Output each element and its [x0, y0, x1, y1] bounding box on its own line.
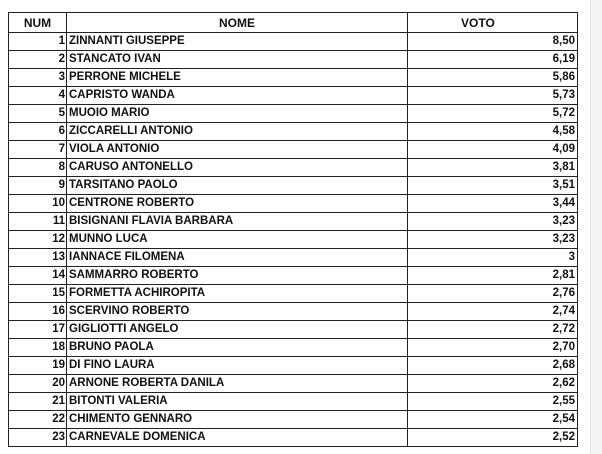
table-row: [9, 123, 578, 141]
name-cell: DI FINO LAURA: [67, 357, 408, 375]
name-cell: BRUNO PAOLA: [67, 339, 408, 357]
voto-cell: 4,09: [408, 141, 578, 159]
table-row: [9, 393, 578, 411]
name-cell: GIGLIOTTI ANGELO: [67, 321, 408, 339]
name-cell: CARUSO ANTONELLO: [67, 159, 408, 177]
table-row: [9, 105, 578, 123]
voto-cell: 2,70: [408, 339, 578, 357]
voto-cell: 2,81: [408, 267, 578, 285]
num-cell: 16: [9, 303, 67, 321]
table-row: [9, 141, 578, 159]
table-row: [9, 69, 578, 87]
num-cell: 14: [9, 267, 67, 285]
name-cell: ZICCARELLI ANTONIO: [67, 123, 408, 141]
table-row: [9, 321, 578, 339]
voto-cell: 3,81: [408, 159, 578, 177]
num-cell: 3: [9, 69, 67, 87]
table-row: [9, 375, 578, 393]
name-cell: VIOLA ANTONIO: [67, 141, 408, 159]
table-row: [9, 249, 578, 267]
num-cell: 4: [9, 87, 67, 105]
num-cell: 12: [9, 231, 67, 249]
table-header-row: [9, 13, 578, 33]
num-cell: 8: [9, 159, 67, 177]
num-cell: 9: [9, 177, 67, 195]
num-cell: 5: [9, 105, 67, 123]
table-row: [9, 51, 578, 69]
num-cell: 22: [9, 411, 67, 429]
name-cell: ARNONE ROBERTA DANILA: [67, 375, 408, 393]
num-cell: 2: [9, 51, 67, 69]
header-nome: NOME: [67, 13, 408, 33]
name-cell: SCERVINO ROBERTO: [67, 303, 408, 321]
voto-cell: 2,76: [408, 285, 578, 303]
table-row: [9, 159, 578, 177]
num-cell: 7: [9, 141, 67, 159]
name-cell: MUNNO LUCA: [67, 231, 408, 249]
name-cell: STANCATO IVAN: [67, 51, 408, 69]
voto-cell: 3,23: [408, 213, 578, 231]
name-cell: CENTRONE ROBERTO: [67, 195, 408, 213]
name-cell: TARSITANO PAOLO: [67, 177, 408, 195]
voto-cell: 2,55: [408, 393, 578, 411]
table-row: [9, 87, 578, 105]
num-cell: 23: [9, 429, 67, 447]
num-cell: 1: [9, 33, 67, 51]
voto-cell: 3: [408, 249, 578, 267]
num-cell: 19: [9, 357, 67, 375]
header-num: NUM: [9, 13, 67, 33]
table-row: [9, 177, 578, 195]
name-cell: BITONTI VALERIA: [67, 393, 408, 411]
table-row: [9, 411, 578, 429]
table-row: [9, 267, 578, 285]
voto-cell: 2,74: [408, 303, 578, 321]
num-cell: 20: [9, 375, 67, 393]
table-row: [9, 213, 578, 231]
name-cell: SAMMARRO ROBERTO: [67, 267, 408, 285]
num-cell: 17: [9, 321, 67, 339]
voto-cell: 5,86: [408, 69, 578, 87]
name-cell: ZINNANTI GIUSEPPE: [67, 33, 408, 51]
name-cell: CAPRISTO WANDA: [67, 87, 408, 105]
voto-cell: 5,72: [408, 105, 578, 123]
name-cell: IANNACE FILOMENA: [67, 249, 408, 267]
num-cell: 10: [9, 195, 67, 213]
voto-cell: 2,72: [408, 321, 578, 339]
name-cell: BISIGNANI FLAVIA BARBARA: [67, 213, 408, 231]
table-row: [9, 339, 578, 357]
table-row: [9, 195, 578, 213]
table-row: [9, 303, 578, 321]
num-cell: 21: [9, 393, 67, 411]
name-cell: FORMETTA ACHIROPITA: [67, 285, 408, 303]
num-cell: 15: [9, 285, 67, 303]
voto-cell: 3,44: [408, 195, 578, 213]
voto-cell: 3,23: [408, 231, 578, 249]
name-cell: PERRONE MICHELE: [67, 69, 408, 87]
table-row: [9, 357, 578, 375]
voto-cell: 5,73: [408, 87, 578, 105]
table-row: [9, 285, 578, 303]
num-cell: 6: [9, 123, 67, 141]
ranking-table: [8, 12, 578, 447]
voto-cell: 6,19: [408, 51, 578, 69]
num-cell: 18: [9, 339, 67, 357]
name-cell: CHIMENTO GENNARO: [67, 411, 408, 429]
voto-cell: 4,58: [408, 123, 578, 141]
table-row: [9, 231, 578, 249]
voto-cell: 2,52: [408, 429, 578, 447]
voto-cell: 2,62: [408, 375, 578, 393]
voto-cell: 2,68: [408, 357, 578, 375]
table-row: [9, 429, 578, 447]
table-row: [9, 33, 578, 51]
num-cell: 11: [9, 213, 67, 231]
voto-cell: 8,50: [408, 33, 578, 51]
table-body: [9, 33, 578, 447]
header-voto: VOTO: [408, 13, 578, 33]
voto-cell: 2,54: [408, 411, 578, 429]
name-cell: CARNEVALE DOMENICA: [67, 429, 408, 447]
name-cell: MUOIO MARIO: [67, 105, 408, 123]
voto-cell: 3,51: [408, 177, 578, 195]
num-cell: 13: [9, 249, 67, 267]
